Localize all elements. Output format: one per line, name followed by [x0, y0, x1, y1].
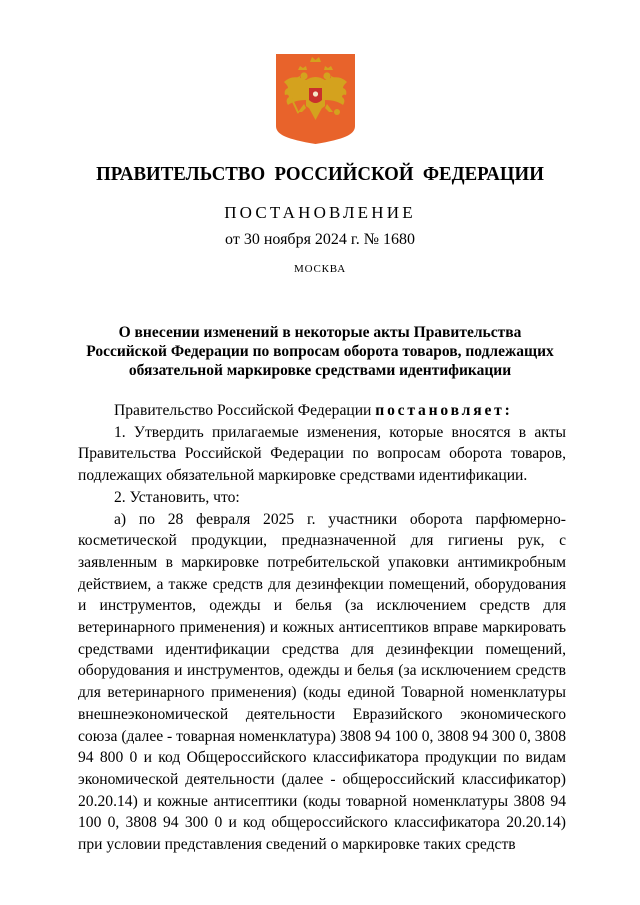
intro-text: Правительство Российской Федерации [114, 402, 376, 419]
paragraph-1: 1. Утвердить прилагаемые изменения, которые вносятся в акты Правительства Российской Федерации по вопросам оборота товаров, подлежащих обязательной маркировке средствами идентификации. [78, 423, 566, 485]
document-date-number: от 30 ноября 2024 г. № 1680 [225, 231, 415, 248]
document-subject [60, 323, 580, 380]
subject-line: обязательной маркировке средствами идентификации [128, 362, 512, 379]
government-title: ПРАВИТЕЛЬСТВО РОССИЙСКОЙ ФЕДЕРАЦИИ [96, 163, 544, 185]
intro-decree-word: постановляет: [375, 402, 513, 419]
paragraph-2a: а) по 28 февраля 2025 г. участники оборота парфюмерно-косметической продукции, предназначенной для гигиены рук, с заявленным в маркировке потребительской упаковки антимикробным действием, а также средств для дезинфекции помещений, оборудования и инструментов, одежды и белья (за исключением средств для ветеринарного применения) и кожных антисептиков вправе маркировать средствами идентификации средства для дезинфекции помещений, оборудования и инструментов, одежды и белья (за исключением средств для ветеринарного применения) (коды единой Товарной номенклатуры внешнеэкономической деятельности Евразийского экономического союза (далее - товарная номенклатура) 3808 94 100 0, 3808 94 300 0, 3808 94 800 0 и код Общероссийского классификатора продукции по видам экономической деятельности (далее - общероссийский классификатор) 20.20.14) и кожные антисептики (коды товарной номенклатуры 3808 94 100 0, 3808 94 300 0 и код общероссийского классификатора 20.20.14) при условии представления сведений о маркировке таких средств [78, 510, 566, 854]
intro-paragraph [78, 400, 566, 422]
paragraph-2: 2. Установить, что: [114, 488, 240, 506]
document-kind: ПОСТАНОВЛЕНИЕ [224, 203, 416, 222]
document-body [78, 400, 566, 856]
document-city: МОСКВА [294, 263, 346, 275]
subject-line: О внесении изменений в некоторые акты Правительства [118, 324, 522, 341]
subject-line: Российской Федерации по вопросам оборота товаров, подлежащих [86, 343, 554, 360]
russian-coat-of-arms-icon [276, 54, 355, 144]
